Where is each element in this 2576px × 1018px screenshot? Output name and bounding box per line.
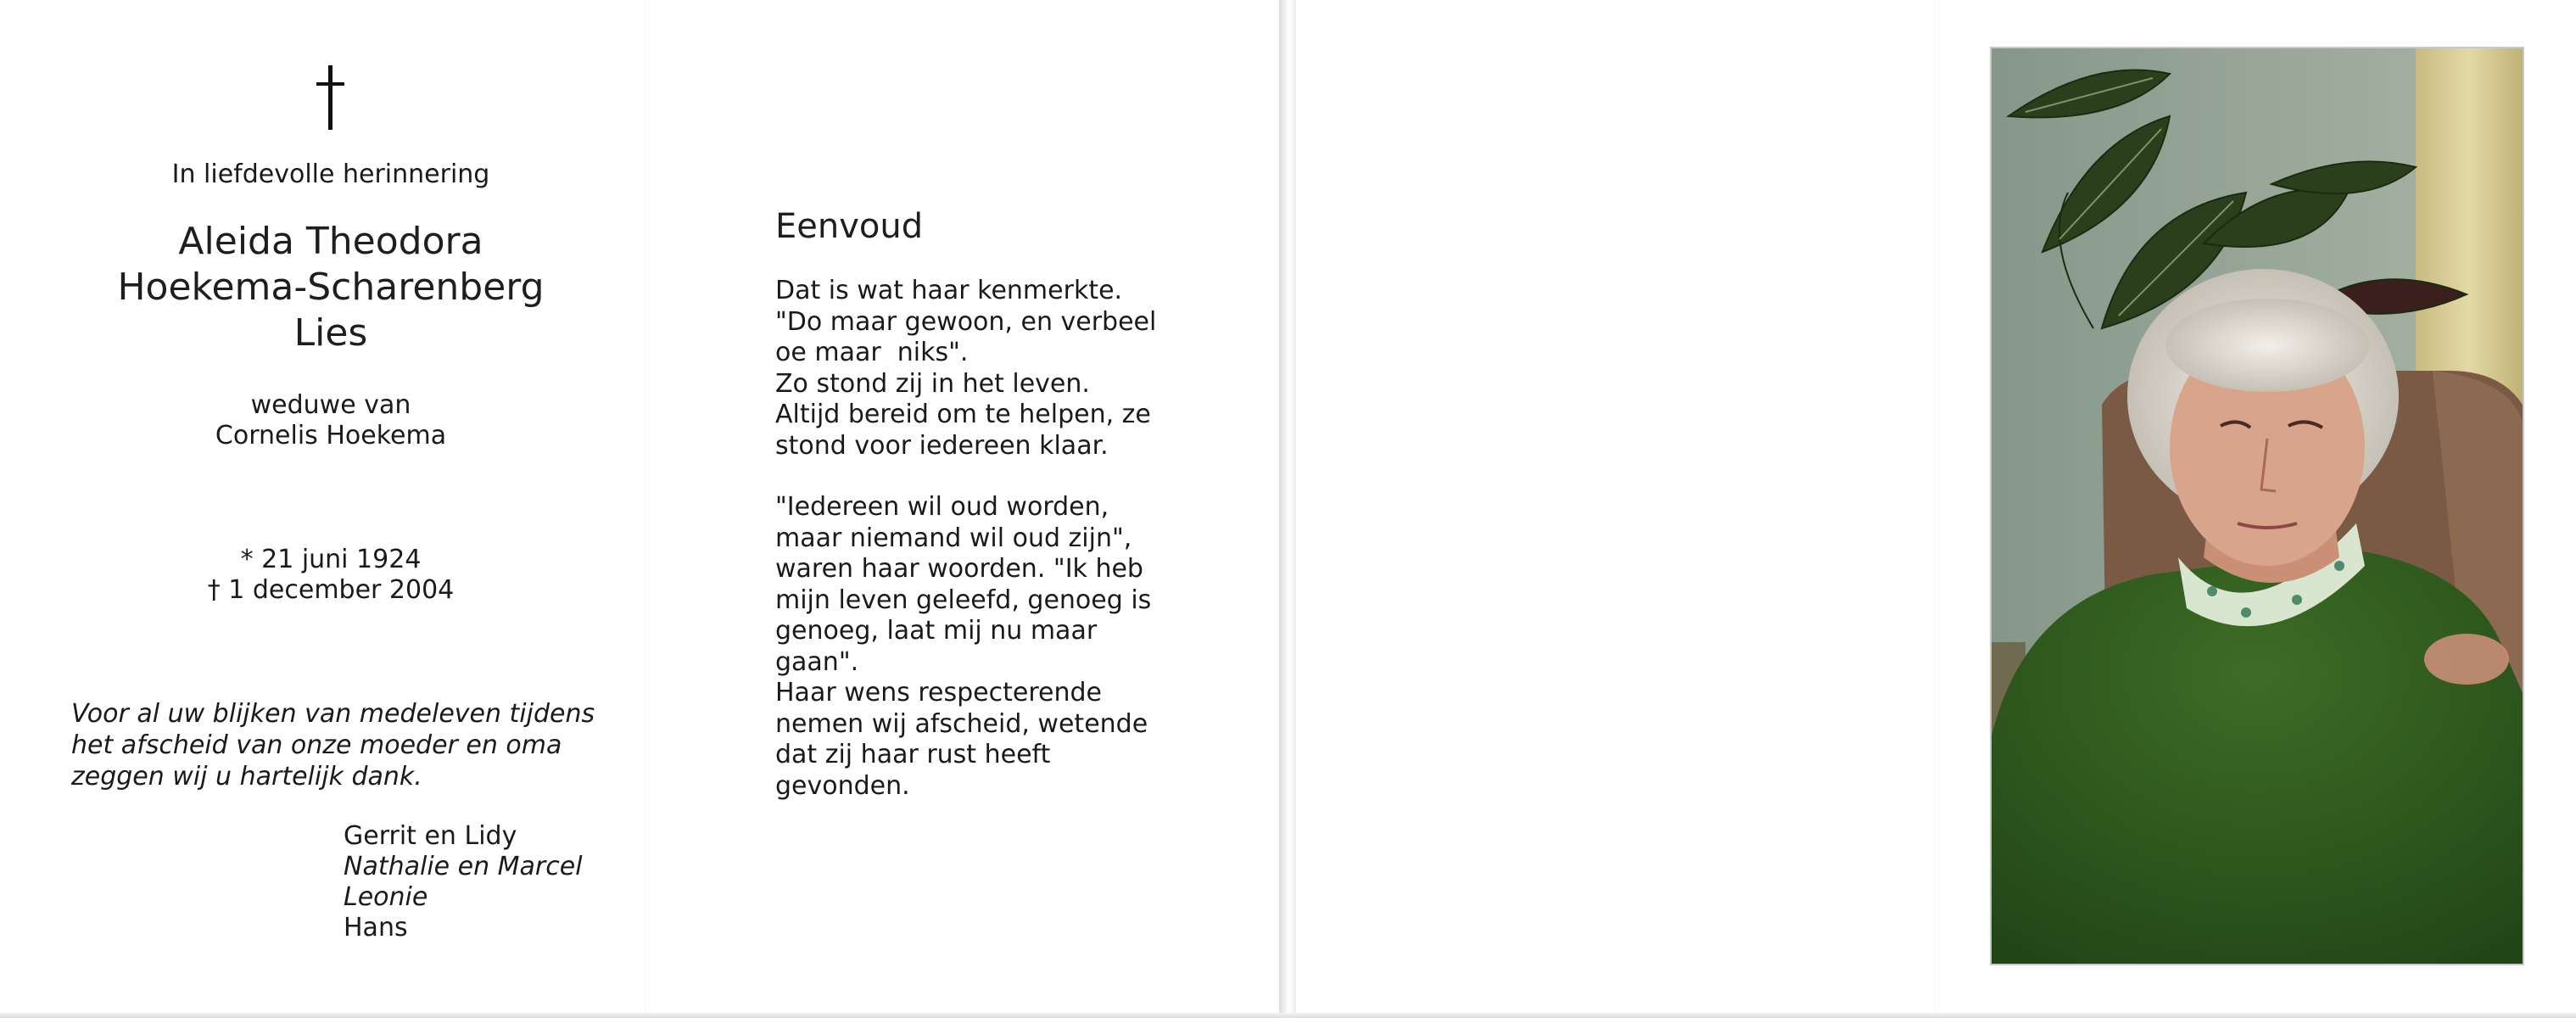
poem-line: Dat is wat haar kenmerkte.: [775, 276, 1123, 305]
poem-line: gaan".: [775, 646, 859, 677]
poem-stanza-1: [775, 276, 1216, 461]
thanks-line-3: zeggen wij u hartelijk dank.: [71, 762, 422, 791]
poem-line: Haar wens respecterende: [775, 678, 1102, 708]
widow-of: [110, 390, 551, 451]
poem-line: waren haar woorden. "Ik heb: [775, 554, 1143, 584]
thank-you-note: [71, 698, 631, 792]
cross-icon: [301, 64, 360, 131]
family-signers: [344, 821, 683, 943]
poem-line: maar niemand wil oud zijn",: [775, 523, 1132, 553]
poem-line: mijn leven geleefd, genoeg is: [775, 585, 1152, 615]
deceased-name: [51, 219, 611, 356]
death-date: † 1 december 2004: [207, 575, 455, 605]
poem-line: gevonden.: [775, 770, 910, 801]
poem-line: oe maar niks".: [775, 338, 969, 367]
name-line-3: Lies: [293, 311, 368, 355]
thanks-line-2: het afscheid van onze moeder en oma: [71, 730, 562, 760]
portrait-illustration: [1992, 48, 2523, 964]
poem-line: Zo stond zij in het leven.: [775, 368, 1090, 399]
signer: Gerrit en Lidy: [344, 821, 517, 851]
center-fold: [1279, 0, 1296, 1018]
inner-spread: [0, 0, 1279, 1015]
poem-line: Altijd bereid om te helpen, ze: [775, 400, 1151, 429]
poem-body: [775, 276, 1216, 832]
poem-title: Eenvoud: [775, 207, 924, 246]
poem-line: stond voor iedereen klaar.: [775, 430, 1109, 461]
widow-label: weduwe van: [250, 390, 411, 420]
signer: Hans: [344, 913, 408, 942]
intro-text: In liefdevolle herinnering: [171, 159, 490, 189]
signer: Nathalie en Marcel: [344, 852, 583, 881]
poem-line: "Do maar gewoon, en verbeel: [775, 306, 1157, 337]
birth-date: * 21 juni 1924: [240, 545, 422, 574]
spouse-name: Cornelis Hoekema: [215, 421, 447, 450]
paper-crease: [1934, 0, 1936, 1018]
thanks-line-1: Voor al uw blijken van medeleven tijdens: [71, 699, 595, 729]
name-line-2: Hoekema-Scharenberg: [117, 266, 545, 309]
paper-crease: [645, 0, 646, 1018]
poem-line: dat zij haar rust heeft: [775, 740, 1051, 769]
portrait-photo: [1990, 47, 2524, 965]
life-dates: [110, 545, 551, 606]
poem-line: nemen wij afscheid, wetende: [775, 708, 1148, 739]
poem-line: genoeg, laat mij nu maar: [775, 616, 1098, 646]
signer: Leonie: [344, 882, 428, 912]
name-line-1: Aleida Theodora: [178, 220, 483, 263]
poem-stanza-2: [775, 492, 1216, 802]
poem-line: "Iedereen wil oud worden,: [775, 492, 1109, 522]
paper-edge: [0, 1013, 2576, 1018]
